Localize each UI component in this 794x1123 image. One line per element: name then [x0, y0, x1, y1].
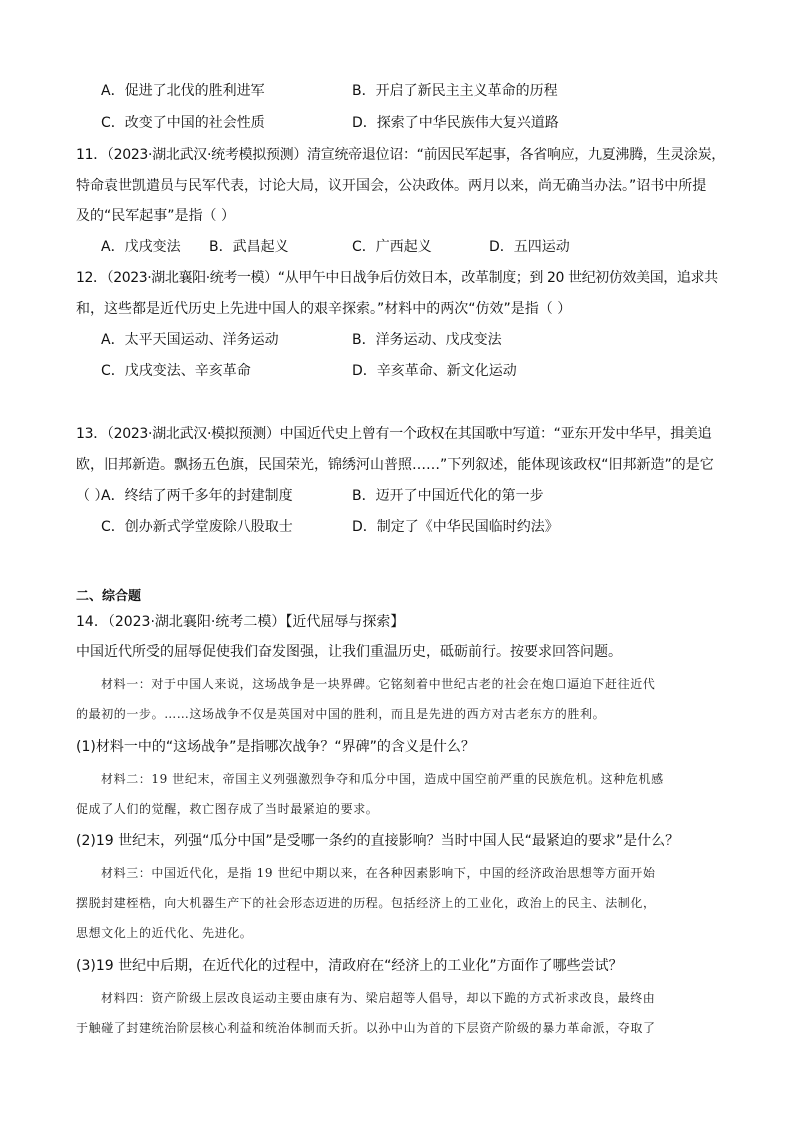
q13-stem-line1: 13．（2023·湖北武汉·模拟预测）中国近代史上曾有一个政权在其国歌中写道：“亚东开发中华早，揖美追: [76, 426, 712, 442]
material-4-line1: 材料四：资产阶级上层改良运动主要由康有为、梁启超等人倡导，却以下跪的方式祈求改良，最终由: [101, 991, 656, 1005]
subquestion-3: (3)19 世纪中后期，在近代化的过程中，清政府在“经济上的工业化”方面作了哪些尝试？: [76, 958, 623, 974]
q12-option-b[interactable]: B．洋务运动、戊戌变法: [352, 332, 502, 348]
material-3-line1: 材料三：中国近代化，是指 19 世纪中期以来，在各种因素影响下，中国的经济政治思想等方面开始: [101, 866, 656, 880]
q10-option-c[interactable]: C．改变了中国的社会性质: [101, 115, 265, 131]
q11-stem-line2: 特命袁世凯遣员与民军代表，讨论大局，议开国会，公决政体。两月以来，尚无确当办法。”诏书中所提: [76, 178, 707, 194]
q12-option-d[interactable]: D．辛亥革命、新文化运动: [352, 363, 517, 379]
subquestion-2: (2)19 世纪末，列强“瓜分中国”是受哪一条约的直接影响？当时中国人民“最紧迫的要求”是什么？: [76, 833, 680, 849]
q13-stem-line2: 欧，旧邦新造。飘扬五色旗，民国荣光，锦绣河山普照……”下列叙述，能体现该政权“旧邦新造”的是它: [76, 457, 714, 473]
q10-option-b[interactable]: B．开启了新民主主义革命的历程: [352, 83, 558, 99]
q10-option-a[interactable]: A．促进了北伐的胜利进军: [101, 83, 265, 99]
q11-stem-line1: 11．（2023·湖北武汉·统考模拟预测）清宣统帝退位诏：“前因民军起事，各省响应，九夏沸腾，生灵涂炭，: [76, 147, 725, 163]
material-1-line2: 的最初的一步。……这场战争不仅是英国对中国的胜利，而且是先进的西方对古老东方的胜利。: [76, 707, 606, 721]
q14-stem-line2: 中国近代所受的屈辱促使我们奋发图强，让我们重温历史，砥砺前行。按要求回答问题。: [76, 644, 622, 660]
q12-stem-line1: 12．（2023·湖北襄阳·统考一模）“从甲午中日战争后仿效日本，改革制度；到 20 世纪初仿效美国，追求共: [76, 270, 718, 286]
material-4-line2: 于触碰了封建统治阶层核心利益和统治体制而夭折。以孙中山为首的下层资产阶级的暴力革命派，夺取了: [76, 1021, 656, 1035]
section-title: 二、综合题: [76, 589, 142, 604]
material-3-line3: 思想文化上的近代化、先进化。: [76, 926, 253, 940]
q10-option-d[interactable]: D．探索了中华民族伟大复兴道路: [352, 115, 559, 131]
q12-option-a[interactable]: A．太平天国运动、洋务运动: [101, 332, 279, 348]
q11-option-a[interactable]: A．戊戌变法: [101, 239, 181, 255]
material-2-line1: 材料二：19 世纪末，帝国主义列强激烈争夺和瓜分中国，造成中国空前严重的民族危机。这种危机感: [101, 772, 664, 786]
q13-stem-line3: （ ）: [76, 488, 109, 504]
material-1-line1: 材料一：对于中国人来说，这场战争是一块界碑。它铭刻着中世纪古老的社会在炮口逼迫下赶往近代: [101, 677, 656, 691]
material-2-line2: 促成了人们的觉醒，救亡图存成了当时最紧迫的要求。: [76, 802, 379, 816]
q13-option-d[interactable]: D．制定了《中华民国临时约法》: [352, 519, 559, 535]
q11-option-d[interactable]: D．五四运动: [489, 239, 570, 255]
q11-stem-line3: 及的“民军起事”是指（ ）: [76, 208, 235, 224]
material-3-line2: 摆脱封建桎梏，向大机器生产下的社会形态迈进的历程。包括经济上的工业化，政治上的民主、法制化，: [76, 896, 656, 910]
q11-option-b[interactable]: B．武昌起义: [209, 239, 289, 255]
q12-option-c[interactable]: C．戊戌变法、辛亥革命: [101, 363, 251, 379]
q13-option-b[interactable]: B．迈开了中国近代化的第一步: [352, 488, 544, 504]
subquestion-1: (1)材料一中的“这场战争”是指哪次战争？“界碑”的含义是什么？: [76, 739, 475, 755]
q14-stem-line1: 14．（2023·湖北襄阳·统考二模）【近代屈辱与探索】: [76, 614, 405, 630]
q12-stem-line2: 和，这些都是近代历史上先进中国人的艰辛探索。”材料中的两次“仿效”是指（ ）: [76, 301, 572, 317]
q11-option-c[interactable]: C．广西起义: [352, 239, 432, 255]
q13-option-c[interactable]: C．创办新式学堂废除八股取士: [101, 519, 293, 535]
q13-option-a[interactable]: A．终结了两千多年的封建制度: [101, 488, 293, 504]
